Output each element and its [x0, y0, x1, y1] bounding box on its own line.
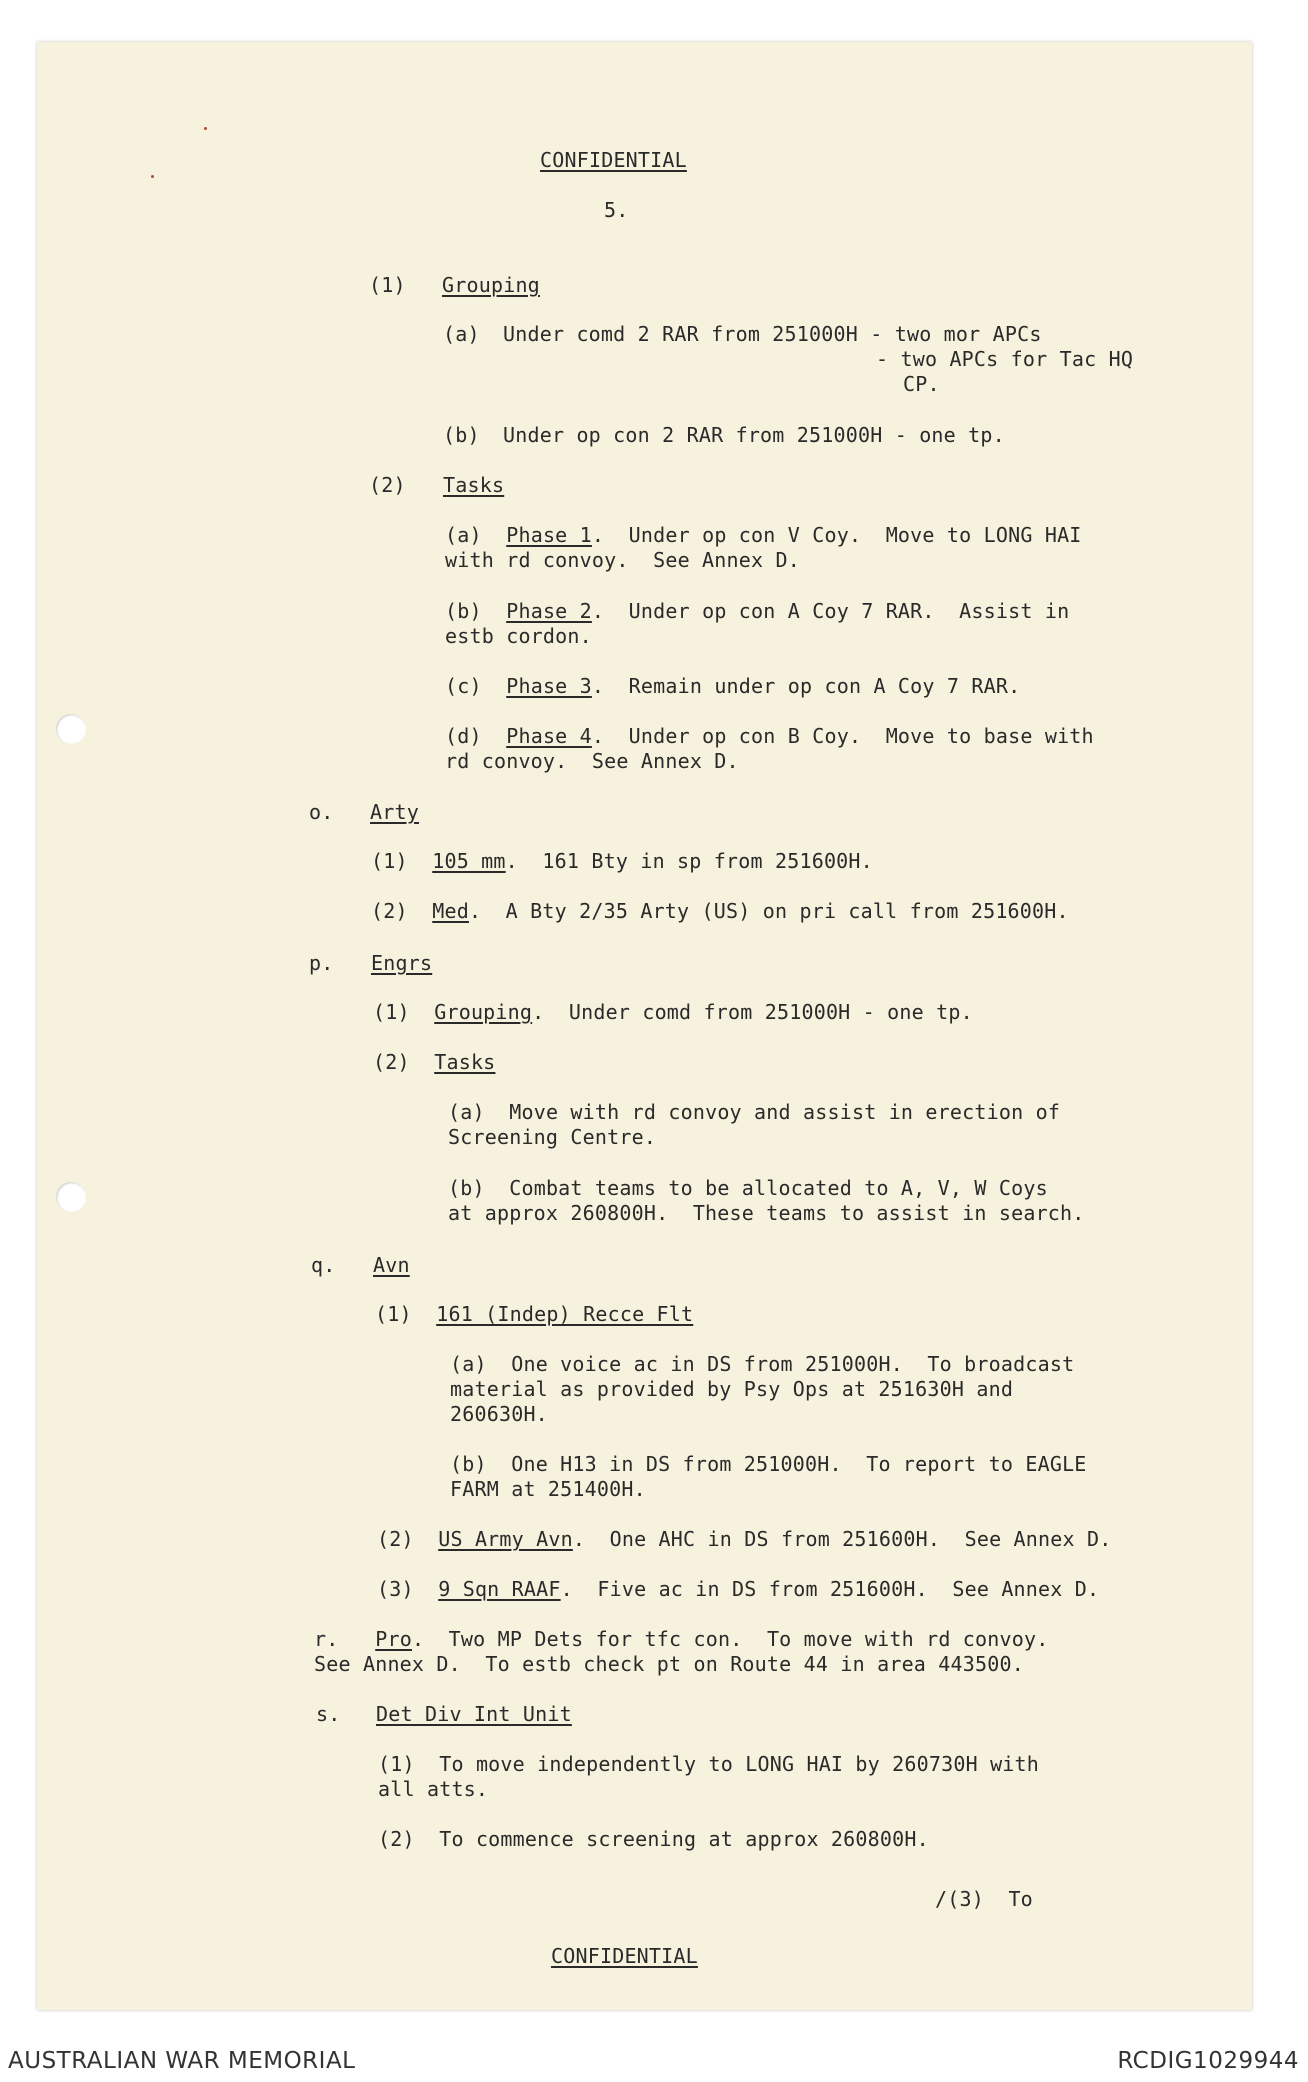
engrs-task-a: (a) Move with rd convoy and assist in erection of [448, 1100, 1061, 1124]
phase1-line: (a) Phase 1. Under op con V Coy. Move to LONG HAI [445, 523, 1082, 547]
tasks-title: Tasks [443, 473, 505, 497]
avn-task-a-line2: material as provided by Psy Ops at 251630H and [450, 1377, 1014, 1401]
arty-letter: o. [309, 800, 334, 824]
avn-item-2: (2) US Army Avn. One AHC in DS from 251600H. See Annex D. [377, 1527, 1112, 1551]
engrs-task-a-line2: Screening Centre. [448, 1125, 657, 1149]
phase2-line2: estb cordon. [445, 624, 592, 648]
confidential-footer: CONFIDENTIAL [551, 1944, 698, 1968]
archive-id: RCDIG1029944 [1117, 2048, 1299, 2074]
engrs-title: Engrs [371, 951, 433, 975]
phase1-line2: with rd convoy. See Annex D. [445, 548, 800, 572]
div-int-item-1-line2: all atts. [378, 1777, 489, 1801]
confidential-header: CONFIDENTIAL [540, 148, 687, 172]
div-int-letter: s. [316, 1702, 341, 1726]
avn-letter: q. [311, 1253, 336, 1277]
grouping-b-text: Under op con 2 RAR from 251000H - one tp. [503, 423, 1005, 447]
punch-hole [56, 1182, 86, 1212]
paper-speck [204, 127, 207, 130]
grouping-a-continuation: - two APCs for Tac HQ [876, 347, 1134, 371]
paper-speck [151, 175, 154, 178]
avn-item-3: (3) 9 Sqn RAAF. Five ac in DS from 251600H. See Annex D. [377, 1577, 1100, 1601]
engrs-task-b-line2: at approx 260800H. These teams to assist in search. [448, 1201, 1085, 1225]
arty-item-2: (2) Med. A Bty 2/35 Arty (US) on pri call from 251600H. [371, 899, 1069, 923]
div-int-title: Det Div Int Unit [376, 1702, 572, 1726]
pro-paragraph-line2: See Annex D. To estb check pt on Route 44 in area 443500. [314, 1652, 1024, 1676]
tasks-number: (2) [369, 473, 406, 497]
catchword: /(3) To [935, 1887, 1033, 1911]
avn-task-a-line3: 260630H. [450, 1402, 548, 1426]
avn-task-b: (b) One H13 in DS from 251000H. To report to EAGLE [450, 1452, 1087, 1476]
div-int-item-1: (1) To move independently to LONG HAI by 260730H with [378, 1752, 1040, 1776]
avn-task-a: (a) One voice ac in DS from 251000H. To broadcast [450, 1352, 1075, 1376]
grouping-number: (1) [369, 273, 406, 297]
avn-title: Avn [373, 1253, 410, 1277]
grouping-b-number: (b) [443, 423, 480, 447]
arty-item-1: (1) 105 mm. 161 Bty in sp from 251600H. [371, 849, 873, 873]
engrs-task-b: (b) Combat teams to be allocated to A, V, W Coys [448, 1176, 1048, 1200]
engrs-item-2: (2) Tasks [373, 1050, 496, 1074]
grouping-a-continuation: CP. [903, 372, 940, 396]
phase4-line: (d) Phase 4. Under op con B Coy. Move to base with [445, 724, 1094, 748]
engrs-letter: p. [309, 951, 334, 975]
phase3-line: (c) Phase 3. Remain under op con A Coy 7 RAR. [445, 674, 1021, 698]
avn-task-b-line2: FARM at 251400H. [450, 1477, 646, 1501]
engrs-item-1: (1) Grouping. Under comd from 251000H - one tp. [373, 1000, 973, 1024]
avn-item-1: (1) 161 (Indep) Recce Flt [375, 1302, 694, 1326]
phase4-line2: rd convoy. See Annex D. [445, 749, 739, 773]
punch-hole [56, 714, 86, 744]
archive-name: AUSTRALIAN WAR MEMORIAL [8, 2048, 356, 2074]
page-number: 5. [604, 198, 629, 222]
grouping-title: Grouping [442, 273, 540, 297]
grouping-a-text: Under comd 2 RAR from 251000H - two mor APCs [503, 322, 1042, 346]
div-int-item-2: (2) To commence screening at approx 260800H. [378, 1827, 929, 1851]
arty-title: Arty [370, 800, 419, 824]
grouping-a-number: (a) [443, 322, 480, 346]
pro-paragraph: r. Pro. Two MP Dets for tfc con. To move with rd convoy. [314, 1627, 1049, 1651]
phase2-line: (b) Phase 2. Under op con A Coy 7 RAR. Assist in [445, 599, 1070, 623]
